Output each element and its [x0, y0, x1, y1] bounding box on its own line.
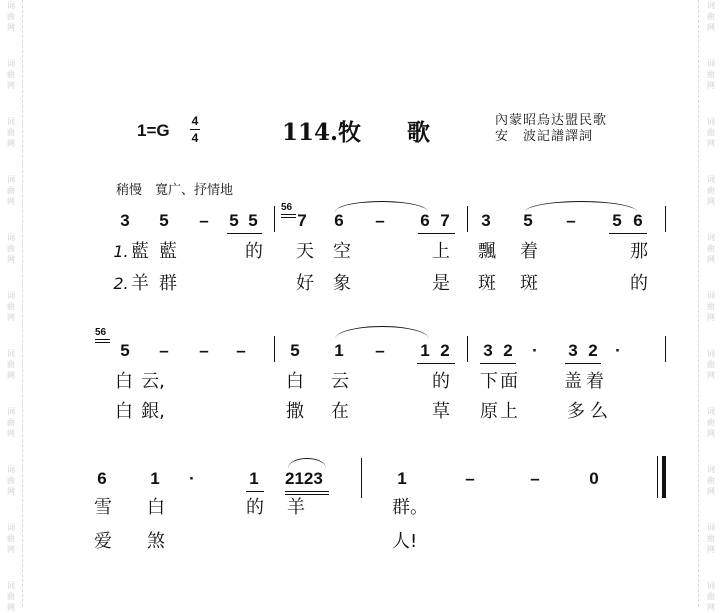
watermark-text: 词 曲 网 [707, 59, 715, 90]
watermark-text: 词 曲 网 [7, 175, 15, 206]
note: – [199, 211, 209, 230]
lyric-verse2: 白 [115, 401, 133, 422]
final-barline-thick [662, 456, 666, 498]
note: – [375, 211, 385, 230]
note: 5 [229, 211, 239, 230]
note-group: 2123 [285, 469, 323, 488]
watermark-text: 词 曲 网 [707, 175, 715, 206]
lyric-verse1: 雪 [94, 497, 112, 518]
lyric-verse2: 象 [333, 273, 351, 294]
lyric-verse1: 着 [586, 371, 604, 392]
note: 7 [440, 211, 450, 230]
lyric-verse2: 斑 [478, 273, 496, 294]
barline [665, 206, 666, 232]
note: – [465, 469, 475, 488]
note: 3 [120, 211, 130, 230]
slur [288, 458, 326, 468]
lyric-verse2: 的 [630, 273, 648, 294]
watermark-text: 词 曲 网 [707, 291, 715, 322]
note: 6 [633, 211, 643, 230]
lyric-verse1: 白 [147, 497, 165, 518]
note-underline [227, 233, 262, 234]
note: 1 [334, 341, 344, 360]
slur [525, 201, 637, 212]
lyric-verse1: 上 [432, 241, 450, 262]
note: 2 [503, 341, 513, 360]
lyric-verse1: 的 [245, 241, 263, 262]
note: – [566, 211, 576, 230]
lyric-verse1: 飄 [478, 241, 496, 262]
barline [361, 458, 362, 498]
barline [274, 206, 275, 232]
lyric-verse1: 的 [246, 497, 264, 518]
lyric-verse2: 人! [392, 531, 418, 552]
watermark-text: 词 曲 网 [7, 1, 15, 32]
note-underline [609, 233, 647, 234]
note: – [236, 341, 246, 360]
watermark-text: 词 曲 网 [707, 233, 715, 264]
watermark-text: 词 曲 网 [707, 465, 715, 496]
note: 2 [440, 341, 450, 360]
lyric-verse2: 2. [113, 274, 129, 293]
lyric-verse2: 煞 [147, 531, 165, 552]
lyric-verse1: 藍 [131, 241, 149, 262]
note: 5 [248, 211, 258, 230]
lyric-verse1: 面 [500, 371, 518, 392]
note: 1 [150, 469, 160, 488]
lyric-verse1: 那 [630, 241, 648, 262]
note: · [189, 469, 195, 488]
note: 2 [588, 341, 598, 360]
lyric-verse2: 銀, [141, 401, 165, 422]
lyric-verse2: 多 [567, 401, 585, 422]
lyric-verse2: 原 [480, 401, 498, 422]
note: 1 [397, 469, 407, 488]
note: 6 [97, 469, 107, 488]
note: 5 [120, 341, 130, 360]
grace-notes: 56 [281, 202, 293, 213]
slur [335, 201, 428, 212]
lyric-verse2: 么 [590, 401, 608, 422]
watermark-text: 词 曲 网 [7, 407, 15, 438]
slur [335, 326, 429, 339]
watermark-text: 词 曲 网 [707, 117, 715, 148]
lyric-verse2: 斑 [520, 273, 538, 294]
note: 6 [334, 211, 344, 230]
lyric-verse1: 下 [480, 371, 498, 392]
note: 5 [523, 211, 533, 230]
grace-notes: 56 [95, 327, 107, 338]
left-margin-guide [22, 0, 23, 607]
credit-arranger: 安 波記譜譯詞 [495, 129, 594, 144]
lyric-verse1: 的 [432, 371, 450, 392]
watermark-text: 词 曲 网 [7, 291, 15, 322]
lyric-verse2: 好 [296, 273, 314, 294]
note: 3 [481, 211, 491, 230]
watermark-text: 词 曲 网 [7, 523, 15, 554]
lyric-verse1: 白 [286, 371, 304, 392]
lyric-verse2: 羊 [131, 273, 149, 294]
lyric-verse1: 空 [333, 241, 351, 262]
lyric-verse1: 天 [296, 241, 314, 262]
lyric-verse2: 上 [500, 401, 518, 422]
note: – [375, 341, 385, 360]
watermark-text: 词 曲 网 [707, 349, 715, 380]
lyric-verse1: 1. [113, 242, 129, 261]
tempo-marking: 稍慢 寬广、抒情地 [116, 183, 234, 198]
note: 6 [420, 211, 430, 230]
lyric-verse1: 云, [141, 371, 165, 392]
lyric-verse1: 藍 [159, 241, 177, 262]
note: 5 [612, 211, 622, 230]
barline [665, 336, 666, 362]
final-barline-thin [657, 456, 658, 498]
watermark-text: 词 曲 网 [707, 407, 715, 438]
lyric-verse2: 爱 [94, 531, 112, 552]
note-underline [246, 491, 264, 492]
note: 3 [568, 341, 578, 360]
time-signature-top: 4 [191, 114, 199, 128]
note-underline [418, 233, 455, 234]
note-underline [565, 363, 601, 364]
note: 5 [159, 211, 169, 230]
note-underline [285, 491, 329, 492]
note: 0 [589, 469, 599, 488]
watermark-text: 词 曲 网 [7, 233, 15, 264]
note: – [159, 341, 169, 360]
watermark-text: 词 曲 网 [7, 465, 15, 496]
note: – [530, 469, 540, 488]
key-signature: 1=G [137, 121, 170, 140]
watermark-text: 词 曲 网 [7, 117, 15, 148]
note-underline [417, 363, 455, 364]
note: 1 [420, 341, 430, 360]
credit-origin: 內蒙昭烏达盟民歌 [495, 113, 608, 128]
note: · [615, 341, 621, 360]
lyric-verse1: 白 [115, 371, 133, 392]
grace-underline [95, 342, 110, 343]
lyric-verse2: 是 [432, 273, 450, 294]
time-signature-bar [190, 129, 200, 130]
barline [467, 206, 468, 232]
lyric-verse2: 在 [331, 401, 349, 422]
watermark-text: 词 曲 网 [707, 581, 715, 612]
lyric-verse1: 群。 [392, 497, 428, 518]
note-underline [285, 494, 329, 495]
watermark-text: 词 曲 网 [707, 523, 715, 554]
lyric-verse2: 群 [159, 273, 177, 294]
note-underline [480, 363, 516, 364]
note: 1 [249, 469, 259, 488]
lyric-verse1: 盖 [564, 371, 582, 392]
barline [467, 336, 468, 362]
watermark-text: 词 曲 网 [7, 59, 15, 90]
song-title: 114.牧 歌 [282, 119, 431, 146]
watermark-text: 词 曲 网 [7, 349, 15, 380]
note: · [532, 341, 538, 360]
lyric-verse1: 云 [331, 371, 349, 392]
lyric-verse2: 撒 [286, 401, 304, 422]
lyric-verse1: 着 [520, 241, 538, 262]
left-watermark-column [0, 0, 22, 612]
note: 7 [297, 211, 307, 230]
note: – [199, 341, 209, 360]
lyric-verse2: 草 [432, 401, 450, 422]
watermark-text: 词 曲 网 [707, 1, 715, 32]
note: 5 [290, 341, 300, 360]
time-signature-bottom: 4 [191, 131, 199, 145]
grace-underline [95, 339, 110, 340]
note: 3 [483, 341, 493, 360]
watermark-text: 词 曲 网 [7, 581, 15, 612]
lyric-verse1: 羊 [287, 497, 305, 518]
right-watermark-column [700, 0, 722, 612]
barline [274, 336, 275, 362]
right-margin-guide [698, 0, 699, 607]
